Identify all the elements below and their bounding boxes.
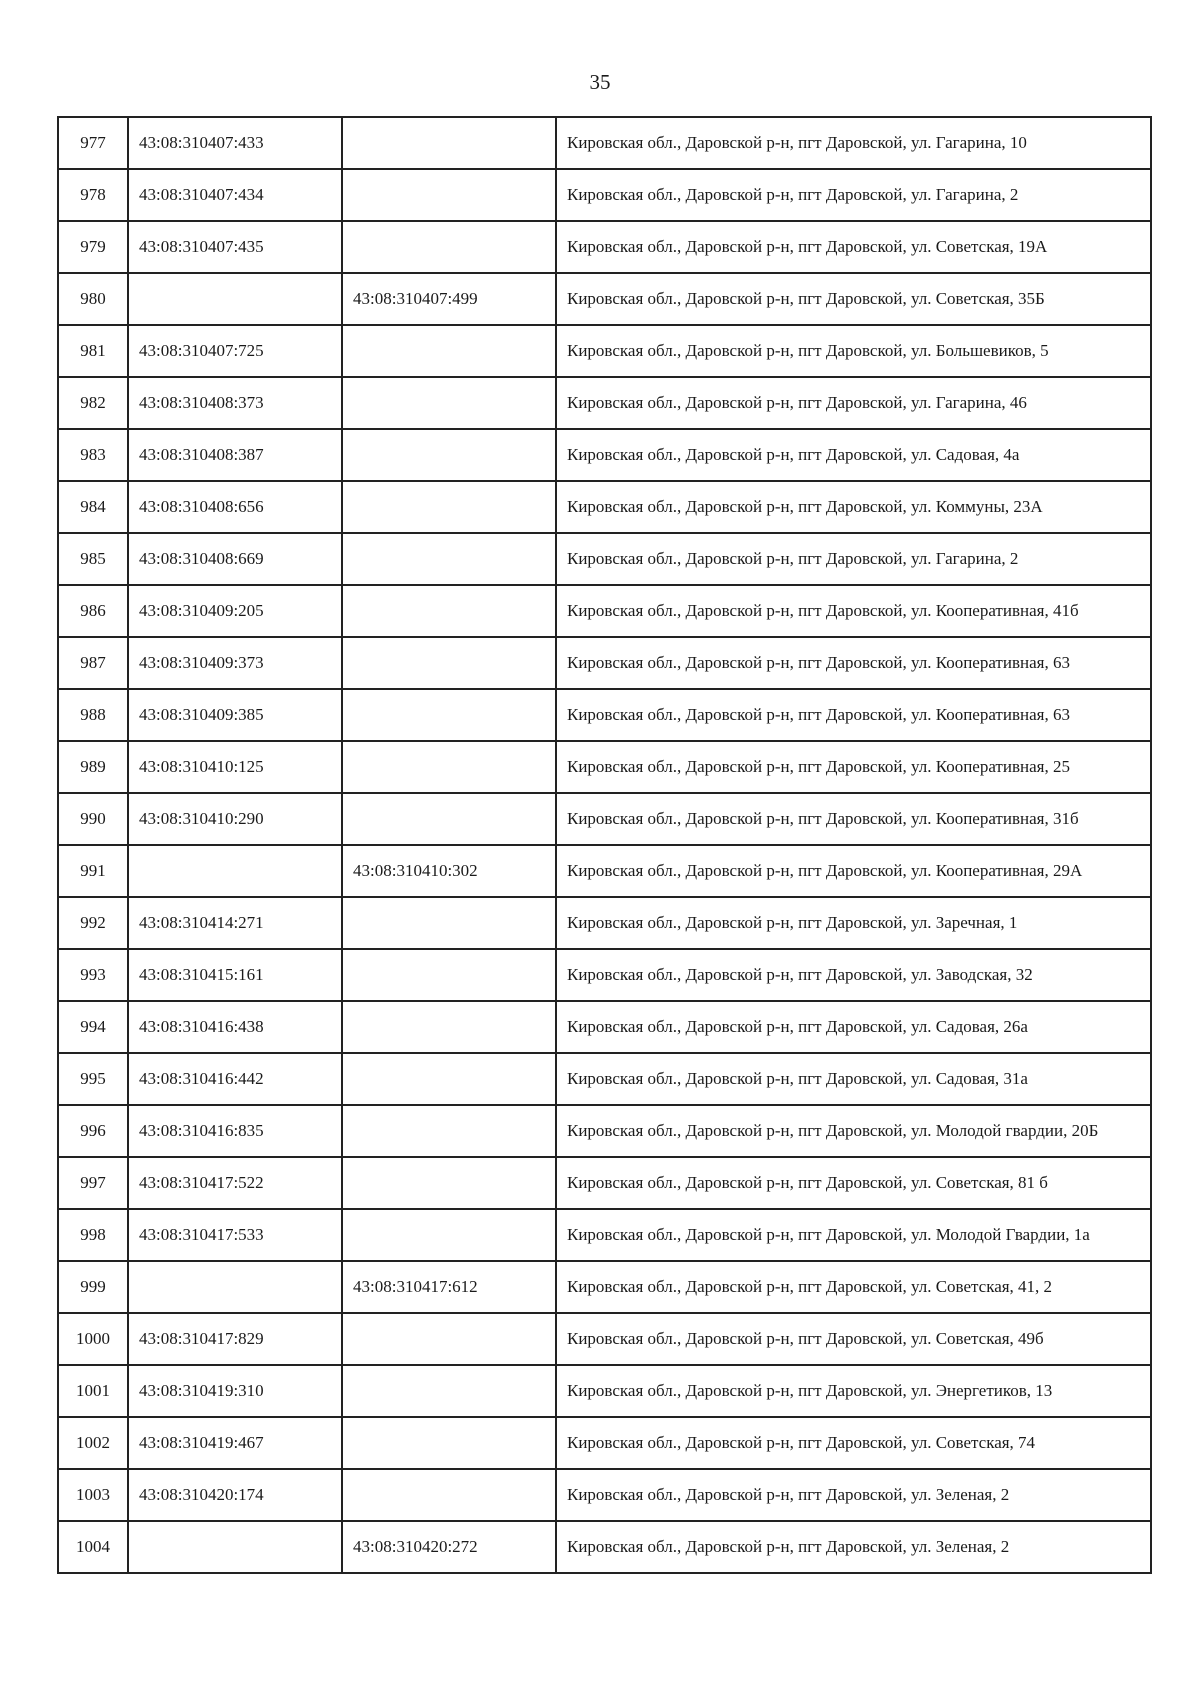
- table-row: [58, 897, 1151, 949]
- row-number-cell: 979: [58, 221, 128, 273]
- table-row: [58, 481, 1151, 533]
- cadastral-number-cell: 43:08:310409:205: [128, 585, 342, 637]
- cadastral-number-cell: 43:08:310416:835: [128, 1105, 342, 1157]
- table-row: [58, 1313, 1151, 1365]
- table-row: [58, 845, 1151, 897]
- cadastral-number-cell: 43:08:310407:435: [128, 221, 342, 273]
- table-row: [58, 221, 1151, 273]
- row-number-cell: 987: [58, 637, 128, 689]
- address-cell: Кировская обл., Даровской р-н, пгт Даровской, ул. Энергетиков, 13: [556, 1365, 1151, 1417]
- table-row: [58, 273, 1151, 325]
- row-number-cell: 980: [58, 273, 128, 325]
- table-row: [58, 637, 1151, 689]
- cadastral-number-cell: 43:08:310408:387: [128, 429, 342, 481]
- row-number-cell: 985: [58, 533, 128, 585]
- building-cadastral-number-cell: [342, 533, 556, 585]
- building-cadastral-number-cell: [342, 429, 556, 481]
- registry-table: [57, 116, 1152, 1574]
- cadastral-number-cell: 43:08:310417:829: [128, 1313, 342, 1365]
- row-number-cell: 992: [58, 897, 128, 949]
- row-number-cell: 1002: [58, 1417, 128, 1469]
- building-cadastral-number-cell: [342, 377, 556, 429]
- cadastral-number-cell: 43:08:310416:438: [128, 1001, 342, 1053]
- address-cell: Кировская обл., Даровской р-н, пгт Даровской, ул. Кооперативная, 63: [556, 689, 1151, 741]
- registry-table-body: [58, 117, 1151, 1573]
- row-number-cell: 993: [58, 949, 128, 1001]
- cadastral-number-cell: [128, 1261, 342, 1313]
- address-cell: Кировская обл., Даровской р-н, пгт Даровской, ул. Молодой гвардии, 20Б: [556, 1105, 1151, 1157]
- row-number-cell: 983: [58, 429, 128, 481]
- table-row: [58, 533, 1151, 585]
- table-row: [58, 741, 1151, 793]
- row-number-cell: 998: [58, 1209, 128, 1261]
- address-cell: Кировская обл., Даровской р-н, пгт Даровской, ул. Садовая, 26а: [556, 1001, 1151, 1053]
- row-number-cell: 999: [58, 1261, 128, 1313]
- address-cell: Кировская обл., Даровской р-н, пгт Даровской, ул. Кооперативная, 63: [556, 637, 1151, 689]
- table-row: [58, 1157, 1151, 1209]
- table-row: [58, 117, 1151, 169]
- building-cadastral-number-cell: [342, 1105, 556, 1157]
- address-cell: Кировская обл., Даровской р-н, пгт Даровской, ул. Советская, 35Б: [556, 273, 1151, 325]
- row-number-cell: 994: [58, 1001, 128, 1053]
- building-cadastral-number-cell: [342, 169, 556, 221]
- address-cell: Кировская обл., Даровской р-н, пгт Даровской, ул. Гагарина, 46: [556, 377, 1151, 429]
- address-cell: Кировская обл., Даровской р-н, пгт Даровской, ул. Советская, 81 б: [556, 1157, 1151, 1209]
- row-number-cell: 1004: [58, 1521, 128, 1573]
- row-number-cell: 986: [58, 585, 128, 637]
- table-row: [58, 1469, 1151, 1521]
- table-row: [58, 1001, 1151, 1053]
- table-row: [58, 429, 1151, 481]
- row-number-cell: 978: [58, 169, 128, 221]
- building-cadastral-number-cell: 43:08:310410:302: [342, 845, 556, 897]
- address-cell: Кировская обл., Даровской р-н, пгт Даровской, ул. Советская, 19А: [556, 221, 1151, 273]
- building-cadastral-number-cell: [342, 949, 556, 1001]
- building-cadastral-number-cell: [342, 741, 556, 793]
- row-number-cell: 982: [58, 377, 128, 429]
- row-number-cell: 1003: [58, 1469, 128, 1521]
- cadastral-number-cell: 43:08:310407:725: [128, 325, 342, 377]
- table-row: [58, 1365, 1151, 1417]
- building-cadastral-number-cell: [342, 585, 556, 637]
- address-cell: Кировская обл., Даровской р-н, пгт Даровской, ул. Гагарина, 2: [556, 533, 1151, 585]
- cadastral-number-cell: 43:08:310410:290: [128, 793, 342, 845]
- table-row: [58, 1261, 1151, 1313]
- address-cell: Кировская обл., Даровской р-н, пгт Даровской, ул. Кооперативная, 31б: [556, 793, 1151, 845]
- address-cell: Кировская обл., Даровской р-н, пгт Даровской, ул. Заводская, 32: [556, 949, 1151, 1001]
- row-number-cell: 997: [58, 1157, 128, 1209]
- building-cadastral-number-cell: [342, 1365, 556, 1417]
- table-row: [58, 169, 1151, 221]
- address-cell: Кировская обл., Даровской р-н, пгт Даровской, ул. Гагарина, 10: [556, 117, 1151, 169]
- row-number-cell: 990: [58, 793, 128, 845]
- table-row: [58, 1105, 1151, 1157]
- table-row: [58, 1053, 1151, 1105]
- cadastral-number-cell: [128, 273, 342, 325]
- table-row: [58, 325, 1151, 377]
- row-number-cell: 984: [58, 481, 128, 533]
- cadastral-number-cell: 43:08:310408:669: [128, 533, 342, 585]
- cadastral-number-cell: 43:08:310419:310: [128, 1365, 342, 1417]
- cadastral-number-cell: 43:08:310409:385: [128, 689, 342, 741]
- address-cell: Кировская обл., Даровской р-н, пгт Даровской, ул. Садовая, 31а: [556, 1053, 1151, 1105]
- building-cadastral-number-cell: [342, 1209, 556, 1261]
- building-cadastral-number-cell: [342, 637, 556, 689]
- cadastral-number-cell: 43:08:310408:656: [128, 481, 342, 533]
- address-cell: Кировская обл., Даровской р-н, пгт Даровской, ул. Коммуны, 23А: [556, 481, 1151, 533]
- cadastral-number-cell: 43:08:310417:522: [128, 1157, 342, 1209]
- building-cadastral-number-cell: [342, 1469, 556, 1521]
- row-number-cell: 995: [58, 1053, 128, 1105]
- table-row: [58, 1521, 1151, 1573]
- table-row: [58, 949, 1151, 1001]
- cadastral-number-cell: 43:08:310408:373: [128, 377, 342, 429]
- address-cell: Кировская обл., Даровской р-н, пгт Даровской, ул. Советская, 41, 2: [556, 1261, 1151, 1313]
- building-cadastral-number-cell: [342, 1001, 556, 1053]
- cadastral-number-cell: 43:08:310417:533: [128, 1209, 342, 1261]
- cadastral-number-cell: 43:08:310414:271: [128, 897, 342, 949]
- building-cadastral-number-cell: [342, 1157, 556, 1209]
- row-number-cell: 996: [58, 1105, 128, 1157]
- building-cadastral-number-cell: 43:08:310407:499: [342, 273, 556, 325]
- cadastral-number-cell: 43:08:310416:442: [128, 1053, 342, 1105]
- building-cadastral-number-cell: [342, 689, 556, 741]
- row-number-cell: 988: [58, 689, 128, 741]
- row-number-cell: 977: [58, 117, 128, 169]
- building-cadastral-number-cell: [342, 1053, 556, 1105]
- address-cell: Кировская обл., Даровской р-н, пгт Даровской, ул. Кооперативная, 29А: [556, 845, 1151, 897]
- address-cell: Кировская обл., Даровской р-н, пгт Даровской, ул. Зеленая, 2: [556, 1469, 1151, 1521]
- building-cadastral-number-cell: [342, 897, 556, 949]
- row-number-cell: 989: [58, 741, 128, 793]
- building-cadastral-number-cell: [342, 481, 556, 533]
- address-cell: Кировская обл., Даровской р-н, пгт Даровской, ул. Молодой Гвардии, 1а: [556, 1209, 1151, 1261]
- building-cadastral-number-cell: [342, 1313, 556, 1365]
- table-row: [58, 1209, 1151, 1261]
- row-number-cell: 981: [58, 325, 128, 377]
- row-number-cell: 1000: [58, 1313, 128, 1365]
- building-cadastral-number-cell: 43:08:310417:612: [342, 1261, 556, 1313]
- building-cadastral-number-cell: 43:08:310420:272: [342, 1521, 556, 1573]
- table-row: [58, 377, 1151, 429]
- table-row: [58, 793, 1151, 845]
- row-number-cell: 991: [58, 845, 128, 897]
- cadastral-number-cell: 43:08:310415:161: [128, 949, 342, 1001]
- cadastral-number-cell: 43:08:310410:125: [128, 741, 342, 793]
- address-cell: Кировская обл., Даровской р-н, пгт Даровской, ул. Садовая, 4а: [556, 429, 1151, 481]
- cadastral-number-cell: [128, 845, 342, 897]
- address-cell: Кировская обл., Даровской р-н, пгт Даровской, ул. Большевиков, 5: [556, 325, 1151, 377]
- building-cadastral-number-cell: [342, 325, 556, 377]
- table-row: [58, 1417, 1151, 1469]
- address-cell: Кировская обл., Даровской р-н, пгт Даровской, ул. Зеленая, 2: [556, 1521, 1151, 1573]
- address-cell: Кировская обл., Даровской р-н, пгт Даровской, ул. Кооперативная, 25: [556, 741, 1151, 793]
- cadastral-number-cell: [128, 1521, 342, 1573]
- cadastral-number-cell: 43:08:310419:467: [128, 1417, 342, 1469]
- address-cell: Кировская обл., Даровской р-н, пгт Даровской, ул. Заречная, 1: [556, 897, 1151, 949]
- building-cadastral-number-cell: [342, 117, 556, 169]
- cadastral-number-cell: 43:08:310420:174: [128, 1469, 342, 1521]
- cadastral-number-cell: 43:08:310409:373: [128, 637, 342, 689]
- table-row: [58, 585, 1151, 637]
- cadastral-number-cell: 43:08:310407:434: [128, 169, 342, 221]
- page-number: 35: [589, 70, 611, 94]
- building-cadastral-number-cell: [342, 1417, 556, 1469]
- table-row: [58, 689, 1151, 741]
- cadastral-number-cell: 43:08:310407:433: [128, 117, 342, 169]
- row-number-cell: 1001: [58, 1365, 128, 1417]
- building-cadastral-number-cell: [342, 221, 556, 273]
- address-cell: Кировская обл., Даровской р-н, пгт Даровской, ул. Кооперативная, 41б: [556, 585, 1151, 637]
- address-cell: Кировская обл., Даровской р-н, пгт Даровской, ул. Гагарина, 2: [556, 169, 1151, 221]
- address-cell: Кировская обл., Даровской р-н, пгт Даровской, ул. Советская, 49б: [556, 1313, 1151, 1365]
- address-cell: Кировская обл., Даровской р-н, пгт Даровской, ул. Советская, 74: [556, 1417, 1151, 1469]
- building-cadastral-number-cell: [342, 793, 556, 845]
